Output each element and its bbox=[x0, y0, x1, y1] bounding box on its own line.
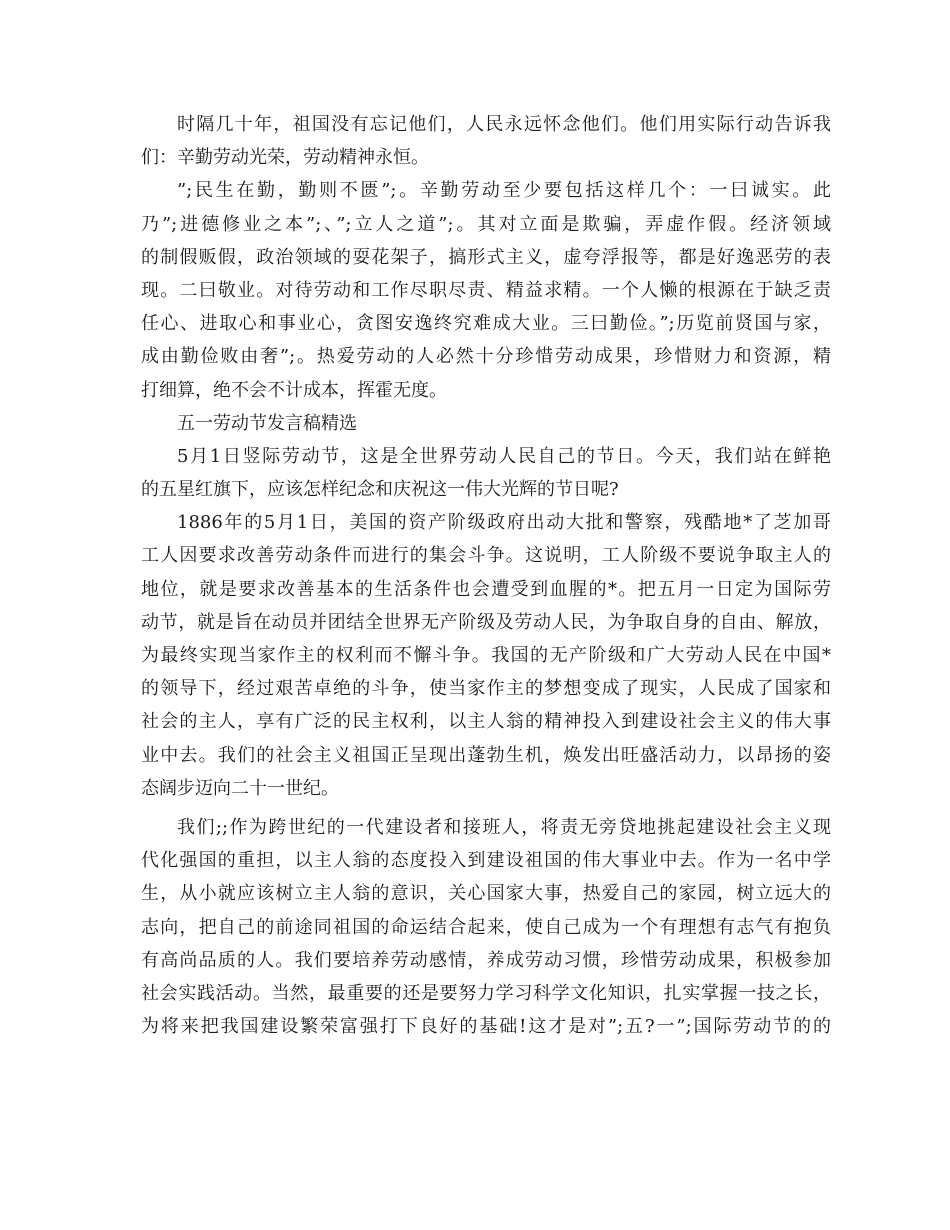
paragraph-line: 社会实践活动。当然，最重要的还是要努力学习科学文化知识，扎实掌握一技之长， bbox=[141, 982, 831, 1004]
paragraph-line: 为将来把我国建设繁荣富强打下良好的基础!这才是对”;五?一”;国际劳动节的的 bbox=[141, 1016, 831, 1038]
paragraph-line: 们：辛勤劳动光荣，劳动精神永恒。 bbox=[141, 147, 429, 169]
paragraph-line: 生，从小就应该树立主人翁的意识，关心国家大事，热爱自己的家园，树立远大的 bbox=[141, 883, 831, 905]
paragraph-line: 工人因要求改善劳动条件而进行的集会斗争。这说明，工人阶级不要说争取主人的 bbox=[141, 545, 831, 567]
paragraph-line: ”;民生在勤，勤则不匮”;。辛勤劳动至少要包括这样几个：一曰诚实。此 bbox=[177, 180, 831, 202]
paragraph-line: 5月1日竖际劳动节，这是全世界劳动人民自己的节日。今天，我们站在鲜艳 bbox=[177, 445, 831, 467]
paragraph-line: 社会的主人，享有广泛的民主权利，以主人翁的精神投入到建设社会主义的伟大事 bbox=[141, 711, 831, 733]
document-page bbox=[141, 108, 831, 1043]
paragraph-line: 乃”;进德修业之本”;、”;立人之道”;。其对立面是欺骗，弄虚作假。经济领域 bbox=[141, 213, 831, 235]
paragraph-3 bbox=[141, 440, 831, 506]
paragraph-line: 动节，就是旨在动员并团结全世界无产阶级及劳动人民，为争取自身的自由、解放， bbox=[141, 611, 831, 633]
paragraph-4 bbox=[141, 506, 831, 805]
paragraph-line: 地位，就是要求改善基本的生活条件也会遭受到血腥的*。把五月一日定为国际劳 bbox=[141, 578, 831, 600]
paragraph-line: 代化强国的重担，以主人翁的态度投入到建设祖国的伟大事业中去。作为一名中学 bbox=[141, 850, 831, 872]
paragraph-line: 业中去。我们的社会主义祖国正呈现出蓬勃生机，焕发出旺盛活动力，以昂扬的姿 bbox=[141, 744, 831, 766]
paragraph-line: 为最终实现当家作主的权利而不懈斗争。我国的无产阶级和广大劳动人民在中国* bbox=[141, 645, 831, 666]
paragraph-line: 的领导下，经过艰苦卓绝的斗争，使当家作主的梦想变成了现实，人民成了国家和 bbox=[141, 678, 831, 700]
paragraph-line: 有高尚品质的人。我们要培养劳动感情，养成劳动习惯，珍惜劳动成果，积极参加 bbox=[141, 949, 831, 971]
paragraph-line: 态阔步迈向二十一世纪。 bbox=[141, 777, 339, 799]
paragraph-2 bbox=[141, 174, 831, 406]
paragraph-line: 1886年的5月1日，美国的资产阶级政府出动大批和警察，残酷地*了芝加哥 bbox=[177, 512, 831, 534]
paragraph-line: 成由勤俭败由奢”;。热爱劳动的人必然十分珍惜劳动成果，珍惜财力和资源，精 bbox=[141, 346, 831, 368]
paragraph-line: 的制假贩假，政治领域的耍花架子，搞形式主义，虚夸浮报等，都是好逸恶劳的表 bbox=[141, 246, 831, 268]
paragraph-5 bbox=[141, 811, 831, 1043]
paragraph-line: 时隔几十年，祖国没有忘记他们，人民永远怀念他们。他们用实际行动告诉我 bbox=[177, 114, 831, 135]
section-heading bbox=[141, 407, 831, 440]
paragraph-line: 我们;;作为跨世纪的一代建设者和接班人，将责无旁贷地挑起建设社会主义现 bbox=[177, 816, 831, 838]
paragraph-line: 志向，把自己的前途同祖国的命运结合起来，使自己成为一个有理想有志气有抱负 bbox=[141, 916, 831, 938]
paragraph-line: 现。二曰敬业。对待劳动和工作尽职尽责、精益求精。一个人懒的根源在于缺乏责 bbox=[141, 279, 831, 301]
paragraph-line: 任心、进取心和事业心，贪图安逸终究难成大业。三曰勤俭。”;历览前贤国与家， bbox=[141, 313, 831, 335]
paragraph-1 bbox=[141, 108, 831, 174]
heading-line: 五一劳动节发言稿精选 bbox=[177, 412, 357, 434]
paragraph-line: 的五星红旗下，应该怎样纪念和庆祝这一伟大光辉的节日呢? bbox=[141, 479, 619, 501]
paragraph-line: 打细算，绝不会不计成本，挥霍无度。 bbox=[141, 379, 447, 401]
